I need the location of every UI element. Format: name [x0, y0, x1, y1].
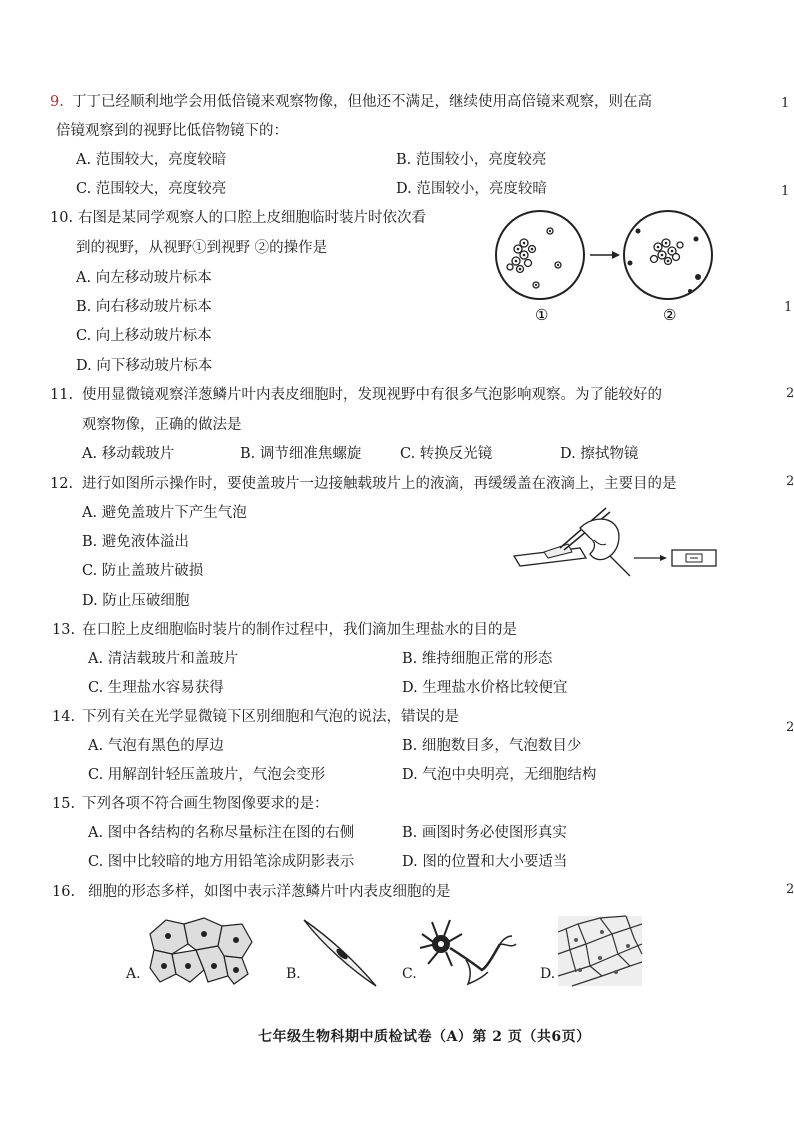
figure-label-d: D. — [540, 966, 556, 982]
question-number: 15. — [52, 796, 76, 812]
option-b: B. 细胞数目多，气泡数目少 — [402, 738, 582, 754]
arrow-right-icon — [590, 251, 620, 259]
field-of-view-1 — [496, 211, 584, 299]
option-a: A. 移动载玻片 — [82, 446, 175, 462]
option-c: C. 转换反光镜 — [400, 446, 493, 462]
question-number: 11. — [50, 387, 74, 403]
option-a: A. 避免盖玻片下产生气泡 — [82, 505, 247, 521]
question-number: 13. — [52, 622, 76, 638]
option-b: B. 向右移动玻片标本 — [76, 299, 212, 315]
option-c: C. 生理盐水容易获得 — [88, 680, 224, 696]
figure-label: ① — [535, 306, 549, 324]
question-text: 右图是某同学观察人的口腔上皮细胞临时装片时依次看 — [78, 210, 426, 226]
cell-figure-d — [556, 914, 644, 988]
question-text: 下列有关在光学显微镜下区别细胞和气泡的说法，错误的是 — [82, 709, 459, 725]
option-a: A. 清洁载玻片和盖玻片 — [88, 651, 239, 667]
field-of-view-2 — [624, 211, 712, 299]
option-c: C. 图中比较暗的地方用铅笔涂成阴影表示 — [88, 854, 355, 870]
figure-label: ② — [663, 306, 677, 324]
option-a: A. 向左移动玻片标本 — [76, 270, 212, 286]
figure-label-a: A. — [126, 966, 141, 982]
option-a: A. 范围较大，亮度较暗 — [76, 152, 227, 168]
option-a: A. 图中各结构的名称尽量标注在图的右侧 — [88, 825, 355, 841]
cell-figure-c — [416, 914, 526, 990]
option-b: B. 维持细胞正常的形态 — [402, 651, 553, 667]
option-c: C. 向上移动玻片标本 — [76, 328, 212, 344]
option-d: D. 擦拭物镜 — [560, 446, 639, 462]
question-text: 下列各项不符合画生物图像要求的是： — [82, 796, 329, 812]
option-b: B. 范围较小，亮度较亮 — [396, 152, 547, 168]
question-text: 进行如图所示操作时，要使盖玻片一边接触载玻片上的液滴，再缓缓盖在液滴上，主要目的是 — [82, 476, 677, 492]
figure-label-c: C. — [402, 966, 417, 982]
option-c: C. 用解剖针轻压盖玻片，气泡会变形 — [88, 767, 326, 783]
margin-mark: 1 — [784, 300, 793, 315]
cover-slip-figure — [510, 500, 720, 580]
option-d: D. 图的位置和大小要适当 — [402, 854, 568, 870]
covered-slide — [672, 550, 716, 566]
option-d: D. 向下移动玻片标本 — [76, 358, 213, 374]
question-number: 14. — [52, 709, 76, 725]
question-number: 10. — [50, 210, 74, 226]
figure-label-b: B. — [286, 966, 301, 982]
option-c: C. 范围较大，亮度较亮 — [76, 181, 227, 197]
option-d: D. 气泡中央明亮，无细胞结构 — [402, 767, 597, 783]
page-footer: 七年级生物科期中质检试卷（A）第 2 页（共6页） — [258, 1029, 591, 1045]
margin-mark: 2 — [786, 386, 794, 401]
question-number: 12. — [50, 476, 74, 492]
margin-mark: 2 — [786, 720, 794, 735]
cell-figure-a — [146, 914, 256, 986]
arrow-right-icon — [634, 555, 667, 561]
margin-mark: 2 — [786, 882, 794, 897]
margin-mark: 1 — [781, 184, 790, 199]
question-number: 9. — [50, 94, 64, 110]
slide-with-tweezers — [514, 508, 630, 576]
option-a: A. 气泡有黑色的厚边 — [88, 738, 224, 754]
option-b: B. 避免液体溢出 — [82, 534, 189, 550]
question-text: 丁丁已经顺利地学会用低倍镜来观察物像，但他还不满足，继续使用高倍镜来观察，则在高 — [72, 94, 652, 110]
question-text: 在口腔上皮细胞临时装片的制作过程中，我们滴加生理盐水的目的是 — [82, 622, 517, 638]
option-c: C. 防止盖玻片破损 — [82, 563, 204, 579]
question-text: 使用显微镜观察洋葱鳞片叶内表皮细胞时，发现视野中有很多气泡影响观察。为了能较好的 — [82, 387, 662, 403]
question-text: 细胞的形态多样，如图中表示洋葱鳞片叶内表皮细胞的是 — [88, 884, 451, 900]
option-b: B. 调节细准焦螺旋 — [240, 446, 362, 462]
margin-mark: 2 — [786, 474, 794, 489]
question-text: 观察物像，正确的做法是 — [82, 417, 242, 433]
question-text: 倍镜观察到的视野比低倍物镜下的： — [56, 123, 288, 139]
cell-figure-b — [300, 914, 380, 990]
microscope-field-figure — [490, 205, 720, 330]
question-text: 到的视野，从视野①到视野 ②的操作是 — [76, 240, 328, 256]
option-d: D. 生理盐水价格比较便宜 — [402, 680, 568, 696]
option-d: D. 防止压破细胞 — [82, 593, 190, 609]
option-b: B. 画图时务必使图形真实 — [402, 825, 567, 841]
option-d: D. 范围较小，亮度较暗 — [396, 181, 547, 197]
margin-mark: 1 — [781, 96, 790, 111]
question-number: 16. — [52, 884, 76, 900]
